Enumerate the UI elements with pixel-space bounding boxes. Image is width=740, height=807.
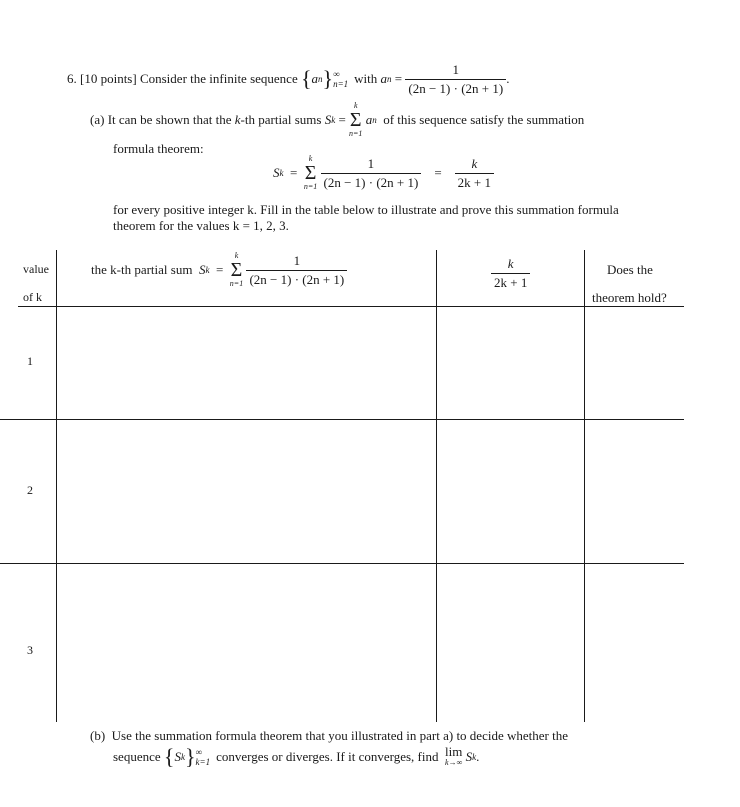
seq-limits [333, 69, 348, 89]
part-a-k: k [234, 112, 241, 127]
formula-fraction [321, 156, 422, 191]
formula-denominator: (2n − 1) · (2n + 1) [321, 173, 422, 191]
part-b-lim-sub: k→∞ [445, 758, 463, 767]
part-a-sigma [349, 102, 362, 138]
part-b-to: ∞ [195, 747, 202, 757]
part-a-text5: for every positive integer k. Fill in the table below to illustrate and prove this summation formula [113, 202, 619, 217]
col2-sum-bottom: n=1 [229, 279, 244, 288]
row-k-3: 3 [27, 643, 33, 657]
sigma-icon: Σ [349, 109, 362, 131]
table-row-rule-1 [0, 419, 684, 420]
col2-sigma [230, 252, 243, 288]
an-numerator: 1 [452, 61, 460, 77]
col2-header: the k-th partial sum S k = k Σ n=1 $\frac{1}{(2n - 1) \cdot (2n + 1)}$ [91, 250, 347, 290]
problem-statement [67, 61, 510, 96]
formula-sum-top: k [308, 154, 313, 163]
col2-sub: k [205, 265, 210, 275]
part-b-period: . [476, 749, 480, 764]
col1-header-line1: value [23, 262, 49, 276]
part-b-label: (b) [90, 728, 106, 743]
col2-header-text: the k-th partial sum [91, 262, 193, 277]
problem-points: [10 points] [80, 71, 137, 86]
with-text: with [354, 71, 378, 86]
col2-numerator: 1 [293, 252, 301, 268]
col3-denominator: 2k + 1 [491, 273, 530, 291]
part-a-term: a [365, 112, 373, 127]
part-b-s: S [174, 749, 181, 764]
left-brace: { [300, 66, 312, 91]
part-b-line2 [113, 740, 479, 774]
seq-from: n=1 [333, 79, 349, 89]
formula-lhs-sub: k [279, 168, 284, 178]
seq-symbol: a [311, 71, 319, 86]
an-equals: = [394, 71, 403, 86]
col2-denominator: (2n − 1) · (2n + 1) [246, 270, 347, 288]
formula-rhs-denominator: 2k + 1 [455, 173, 494, 191]
problem-number: 6. [67, 71, 77, 86]
part-a-label: (a) [90, 112, 105, 127]
formula-numerator: 1 [367, 155, 375, 171]
col2-sum-top: k [234, 251, 239, 260]
right-brace: } [322, 66, 334, 91]
part-a-formula: S k = k Σ n=1 $\frac{1}{(2n - 1) \cdot (2n + 1)}$ = $\frac{k}{2k + 1}$ [273, 152, 494, 194]
sigma-icon: Σ [304, 162, 317, 184]
part-b-text2b: converges or diverges. If it converges, find [216, 749, 439, 764]
part-b-text1: Use the summation formula theorem that you illustrated in part a) to decide whether the [111, 728, 568, 743]
table-header-rule [18, 306, 684, 307]
problem-intro: Consider the infinite sequence [139, 71, 298, 86]
part-a-sum-top: k [353, 101, 358, 110]
col3-numerator: k [507, 256, 514, 271]
part-a-text2: -th partial sums [240, 112, 322, 127]
formula-rhs-numerator: k [471, 155, 478, 171]
an-denominator: (2n − 1) · (2n + 1) [405, 79, 506, 97]
row-k-2: 2 [27, 483, 33, 497]
col4-header-line2: theorem hold? [592, 290, 667, 305]
part-b-lim-word: lim [444, 744, 463, 759]
part-a-term-sub: n [372, 115, 377, 125]
col4-header-line1: Does the [607, 262, 653, 277]
an-label: a [380, 71, 388, 86]
problem-period: . [506, 71, 510, 86]
table-border-left [56, 250, 57, 722]
formula-sum-bottom: n=1 [303, 182, 318, 191]
formula-lhs: S [273, 165, 280, 180]
row-k-1: 1 [27, 354, 33, 368]
part-a-s-sub: k [331, 115, 336, 125]
part-a-text3: of this sequence satisfy the summation [383, 112, 585, 127]
part-b-lim-s: S [465, 749, 473, 764]
right-brace: } [184, 744, 196, 769]
part-a-text6: theorem for the values k = 1, 2, 3. [113, 218, 289, 233]
col3-fraction [491, 256, 530, 291]
part-a-text4: formula theorem: [113, 141, 204, 156]
formula-sigma [304, 155, 317, 191]
col3-header [491, 256, 530, 291]
col2-s: S [198, 262, 206, 277]
part-b-s-sub: k [180, 752, 185, 762]
sigma-icon: Σ [230, 259, 243, 281]
an-fraction [405, 62, 506, 97]
part-b-lim [445, 746, 462, 768]
part-a-line1: (a) It can be shown that the k -th partial sums S k = k Σ n=1 a n of this sequence satisfy the summation [90, 101, 585, 138]
left-brace: { [163, 744, 175, 769]
formula-rhs-fraction [455, 156, 494, 191]
part-b-from: k=1 [195, 757, 211, 767]
part-b-text2a: sequence [113, 749, 161, 764]
part-a-s: S [324, 112, 332, 127]
seq-sub: n [318, 74, 323, 84]
col1-header-line2: of k [23, 290, 42, 304]
table-divider-col3 [584, 250, 585, 722]
table-divider-col2 [436, 250, 437, 722]
part-a-text1: It can be shown that the [107, 112, 232, 127]
part-b-limits [196, 747, 211, 767]
col2-fraction [246, 253, 347, 288]
an-sub: n [387, 74, 392, 84]
seq-to: ∞ [333, 69, 340, 79]
part-b-lim-s-sub: k [472, 752, 477, 762]
table-row-rule-2 [0, 563, 684, 564]
part-a-sum-bottom: n=1 [349, 129, 363, 138]
